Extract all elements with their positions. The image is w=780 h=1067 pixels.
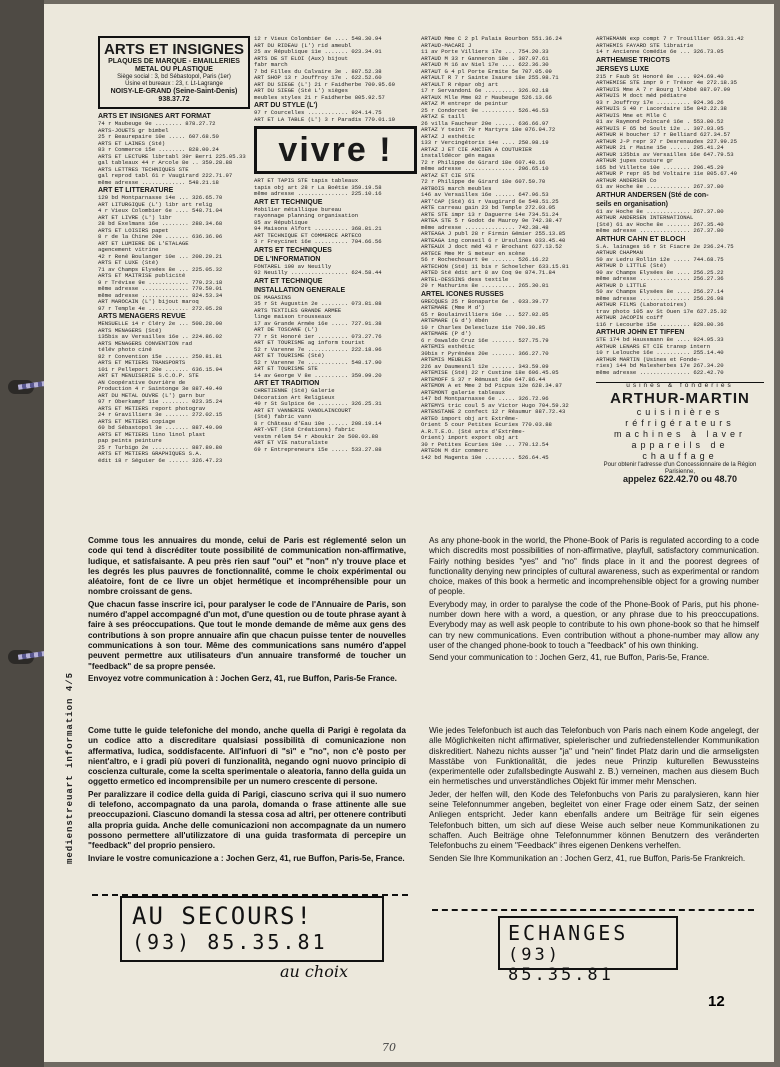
listing-entry: 215 r Faub St Honoré 8e .... 924.69.40: [596, 73, 724, 80]
listing-entry: (Sté) fabric vann: [254, 414, 312, 420]
listing-entry: ARTAZ J ET CIE ANCIEN A COUTURIER: [421, 146, 532, 153]
listing-entry: ARTAZ J esthétic: [421, 133, 475, 140]
listing-entry: Mobilier métallique bureau: [254, 206, 342, 213]
paragraph: Jeder, der helfen will, den Kode des Telefonbuchs von Paris zu paralysieren, kann hier seine Telefonnummer angeben, begleitet von einer Frage oder einem Satz, der seinen Anliegen entspricht. Jeder kann ebenfalls andere um Beiträge für sein eigenes Telefonbuch bitten, um sich auf diese Weise auch selber neue Kommunikationen zu schaffen. Auch Beiträge ohne Telefonnummer können Benutzern des veränderten Telefonbuchs zu einem "Feedback" ihres eigenen Denkens verhelfen.: [429, 789, 759, 851]
listing-entry: ARTHUR FILMS (Laboratoires): [596, 302, 687, 308]
listing-entry: meubles styles 21 r Faidherbe 805.92.57: [254, 94, 385, 101]
listing-entry: 26 villa Faucheur 20e ...... 636.66.97: [421, 120, 549, 127]
stamp-au-secours: [120, 896, 384, 962]
listing-entry: ARTHUR ANDERSEN INTERNATIONAL: [596, 215, 694, 221]
listing-entry: 30bis r Pyrénées 20e ....... 366.27.70: [421, 350, 549, 357]
listing-entry: ARTEMIS MEUBLES: [421, 357, 472, 363]
listing-entry: GRECQUES 25 r Bonaparte 6e . 033.39.77: [421, 298, 549, 305]
paragraph: Wie jedes Telefonbuch ist auch das Telefonbuch von Paris nach einem Kode angelegt, der alle Möglichkeiten nicht affirmativer, spielerischer und zufriedenstellender Kommunikation diskreditiert. Nahezu nichts ausser "ja" und "nein" findet Platz darin und die armseligsten Masstäbe von Funktionalität, die jedes neue Prinzip kulturellen Bewussteins (experimentelle oder zufallsbedingte Auswahl z. B.) verneinen, machen aus diesem Buch ein hermetisches und unverständliches Objekt für immer mehr Menschen.: [429, 726, 759, 787]
paragraph: Send your communication to : Jochen Gerz, 41, rue Buffon, Paris-5e, France.: [429, 653, 710, 663]
listing-entry: ART ET LUMIERE DE L'ETALAGE: [98, 240, 189, 247]
listing-entry: même adresse ............... 256.26.98: [596, 295, 724, 302]
ad-subtitle: PLAQUES DE MARQUE - EMAILLERIES: [108, 58, 240, 65]
paragraph: Envoyez votre communication à : Jochen Gerz, 41, rue Buffon, Paris-5e France.: [88, 673, 397, 683]
listing-entry: ARTHUR JACOPIN coiff: [596, 315, 664, 321]
listing-entry: trav photo 105 av St Ouen 17e 627.25.32: [596, 308, 727, 315]
listing-entry: ARTHUR MARTIN (Usines et Fonde-: [596, 356, 701, 363]
listing-heading: ART ET TECHNIQUE: [254, 277, 323, 285]
listing-entry: 72 r Philippe de Girard 18e 607.59.70: [421, 179, 546, 185]
listing-entry: ARTS ET METIERS TRANSPORTS: [98, 360, 186, 366]
listing-entry: 11 av Porte Villiers 17e ... 754.20.33: [421, 49, 549, 55]
listing-entry: ARTEMIS esthétic: [421, 344, 475, 350]
listing-entry: ARTHUR ANDERSEN Co: [596, 177, 657, 184]
listing-entry: ART DU RIDEAU (L') rid ameubl: [254, 42, 352, 49]
listing-entry: 10 r Lelouche 16e .......... 255.14.40: [596, 350, 724, 356]
listing-entry: ART-VET (Sté Créations) fabric: [254, 427, 355, 433]
listing-entry: ARTHUIS Mme A 7 r Bourg l'Abbé 887.07.99: [596, 86, 731, 93]
listing-entry: ARTHUIS S 40 r Lacordaire 15e 842.22.38: [596, 106, 727, 112]
listing-entry: même adresse ............... 622.42.70: [596, 369, 724, 376]
binding-strip: [0, 0, 44, 1067]
listing-entry: gal reprod tabl 61 r Vaugirard 222.71.97: [98, 173, 233, 179]
listing-entry: ARTEMYS tric coul 5 av Victor Hugo 704.59.32: [421, 402, 569, 409]
listing-entry: ARTS ET LUXE (Sté): [98, 260, 159, 266]
listing-heading: INSTALLATION GENERALE: [254, 286, 346, 294]
listing-entry: 77 r St Honoré 1er ......... 073.27.76: [254, 333, 382, 340]
paragraph: Everybody may, in order to paralyse the code of the Phone-Book of Paris, put his phone-number down here with a word, a question, or any phrase due to his preoccupations. Everybody may as well ask people to contribute to his own phone-book so that he himself can try new communications. Even contribution without a phone-number may allow any user of the changed phone-book to touch a "feedback" of his own thinking.: [429, 599, 759, 650]
text-block-french: [88, 536, 406, 686]
listing-entry: ARTS MENAGERS CONVENTION rad: [98, 340, 192, 347]
listing-entry: 81 av Raymond Poincaré 16e . 553.80.52: [596, 119, 724, 125]
listing-entry: 52 r Varenne 7e ............ 222.18.96: [254, 346, 382, 353]
listing-entry: 14 av George V 8e .......... 359.99.20: [254, 372, 382, 379]
ad-phone: 938.37.72: [158, 96, 190, 103]
listing-entry: ARTEAGA J publ 28 r Firmin Gémier 255.13.85: [421, 231, 566, 237]
listing-entry: 25 r Turbigo 2e ........... 887.89.80: [98, 444, 223, 451]
listing-entry: 74 r Maubeuge 9e ........ 878.27.72: [98, 121, 216, 127]
handwritten-note: au choix: [280, 962, 348, 981]
side-caption: medienstreuart information 4/5: [65, 671, 75, 864]
listing-entry: 25 r Condorcet 9e .......... 526.46.53: [421, 107, 549, 114]
listing-entry: 28 bd Exelmans 16e ........ 288.34.68: [98, 221, 223, 227]
listing-entry: STE 174 bd Haussmann 8e .... 924.95.33: [596, 337, 724, 343]
text-block-italian: [88, 726, 406, 866]
listing-entry: agencement vitrine: [98, 247, 159, 253]
listing-entry: ARTS MENAGERS (Sté): [98, 327, 162, 334]
listing-entry: 135bis av Versailles 16e .. 224.86.02: [98, 334, 223, 340]
stamp-phone: (93) 85.35.81: [132, 930, 328, 954]
listing-entry: 35 r St Augustin 2e ........ 073.81.88: [254, 301, 382, 307]
listing-entry: ARTECE Mme Mr S meteur en scène: [421, 250, 526, 257]
listing-heading: ARTS ET TECHNIQUES: [254, 246, 332, 254]
listing-entry: 165 bd Villette 10e ........ 206.45.29: [596, 164, 724, 171]
listing-entry: 50 av Champs Elysées 8e .... 256.27.14: [596, 289, 724, 295]
ad-address: NOISY-LE-GRAND (Seine-Saint-Denis): [110, 88, 238, 95]
listing-entry: ARTHUR jupes couture gr: [596, 158, 674, 164]
listing-entry: 101 r Pelleport 20e ....... 636.15.94: [98, 366, 223, 373]
dashed-line: [432, 909, 754, 911]
listing-entry: ARTAULT R 7 r Sainte Isaure 18e 255.98.71: [421, 75, 559, 81]
listing-entry: 85 av République: [254, 219, 308, 226]
ad-line: machines à laver: [613, 428, 747, 439]
listing-heading: ART ET TRADITION: [254, 380, 320, 387]
listing-entry: installdécor gén magas: [421, 153, 495, 159]
listing-entry: 60 bd Sébastopol 3e ....... 887.49.09: [98, 425, 223, 431]
listing-entries: [254, 36, 417, 453]
listing-heading: ART ET TECHNIQUE: [254, 198, 323, 206]
listing-entry: ARTS ET METIERS report photograv: [98, 405, 206, 412]
listing-entry: ARTEMARE (P d'): [421, 331, 472, 337]
listing-entry: Production 4 r Saintonge 3e 887.49.49: [98, 386, 223, 392]
listing-entry: 3 r Freycinet 16e .......... 704.66.56: [254, 239, 382, 245]
listing-entry: Orient 5 cour Petites Ecuries 770.03.88: [421, 422, 552, 428]
listing-entry: ARTAUD-MACARI J: [421, 42, 472, 49]
listing-entry: ART DU SIEGE (Sté L') sièges: [254, 88, 348, 94]
listing-entry: ART'CAP (Sté) 61 r Vaugirard 6e 548.51.25: [421, 198, 559, 205]
listing-entry: ARTENSTANE 2 confect 12 r Réaumur 887.72.43: [421, 409, 566, 415]
page-number: 12: [708, 993, 725, 1010]
listing-heading: ARTEL ICONES RUSSES: [421, 290, 504, 298]
listing-column-2: [254, 36, 417, 534]
listing-entry: ARTS ET METIERS copiage: [98, 418, 176, 425]
listing-heading: ARTHUR ANDERSEN (Sté de con-: [596, 191, 709, 199]
listing-entry: rayonnage planning organisation: [254, 213, 359, 219]
listing-entry: 4 r Vieux Colombier 6e .... 548.71.04: [98, 208, 223, 214]
listing-entry: édit 18 r Séguier 6e ...... 326.47.23: [98, 457, 223, 464]
listing-entry: ART ET VANNERIE VANOLAINCOURT: [254, 407, 352, 414]
listing-entry: ARTS ET LECTURE librtabl 39r Berri 225.05.33: [98, 153, 246, 160]
listing-entry: ARTEAGA ing conseil 6 r Ursulines 033.45.40: [421, 237, 566, 244]
listing-entry: 83 r Commerce 15e ........ 828.00.24: [98, 147, 219, 153]
listing-entry: 82 r Convention 15e ....... 250.81.81: [98, 353, 223, 360]
listing-entry: ART LITURGIQUE (L') libr art relig: [98, 201, 213, 208]
listing-heading: ART ET LITTERATURE: [98, 187, 174, 194]
listing-entry: ARTAZ M entrepr de peintur: [421, 101, 509, 107]
listing-entry: 40 r St Sulpice 6e ......... 326.25.31: [254, 401, 382, 407]
listing-column-3: [421, 36, 592, 534]
listing-entry: ARTBOIS march meubles: [421, 185, 492, 192]
listing-entries: [421, 36, 592, 461]
listing-entry: ARTHUIS Mme et Mlle C: [596, 112, 667, 119]
listing-entry: ARTEMARE (G d') ébén: [421, 318, 489, 324]
listing-heading: DE L'INFORMATION: [254, 255, 321, 263]
listing-entry: 25 r Beaurepaire 10e ..... 607.68.50: [98, 134, 219, 140]
listing-entry: 8 r de la Chine 20e ....... 636.36.96: [98, 234, 223, 240]
listing-entry: ARTEO import obj art Extrême-: [421, 415, 519, 422]
listing-entry: ART ET TOURISME ag inform tourist: [254, 340, 365, 346]
listing-entry: ARTAUD Mme C 2 pl Palais Bourbon 551.36.24: [421, 36, 562, 42]
listing-entry: 61 av Hoche 8e ............. 267.37.80: [596, 208, 724, 215]
listing-column-4: [596, 36, 764, 534]
listing-entry: 92 Neuilly ................. 624.58.44: [254, 270, 382, 276]
listing-entry: ARTAUT G 4 pl Porte Ermite 5e 707.05.09: [421, 68, 552, 75]
listing-entry: ARTS ET LOISIRS papet: [98, 227, 169, 234]
listing-heading: ARTHUR CAHN ET BLOCH: [596, 235, 686, 243]
listing-heading: ARTS MENAGERS REVUE: [98, 313, 186, 320]
listing-column-1: [98, 36, 250, 534]
listing-entry: 147 bd Montparnasse 6e ..... 326.72.96: [421, 396, 549, 402]
listing-entries: [98, 113, 250, 464]
listing-heading: ARTHEMISE TRICOTS: [596, 56, 670, 64]
paragraph: Que chacun fasse inscrire ici, pour paralyser le code de l'Annuaire de Paris, son numéro d'appel accompagné d'un mot, d'une question ou de toute phrase ayant à faire à ses préoccupations. Que tout le monde demande de même aux gens des contributions à son propre annuaire afin que chacun puisse tenter de nouvelles communications à son tour. Même des communications sans numéro d'appel peuvent permettre aux utilisateurs d'un annuaire transformé de toucher un "feedback" de sa propre pensée.: [88, 599, 406, 671]
listing-entry: ARTHUR CHAPMAN: [596, 250, 643, 256]
listing-entry: ART SHOP 13 r Jouffroy 17e . 622.52.60: [254, 75, 382, 81]
listing-entry: ARTS DE ST ELOI (Aux) bijout: [254, 55, 348, 62]
listing-entry: 50 av Ledru Rollin 12e ..... 744.68.75: [596, 256, 724, 263]
listing-entry: 226 av Daumesnil 12e ....... 343.59.09: [421, 363, 549, 370]
listing-entry: vestm rélem 54 r Aboukir 2e 508.03.88: [254, 433, 379, 440]
paragraph: As any phone-book in the world, the Phone-Book of Paris is regulated according to a code which discredits most possibilities of non-affirmative, playfull, satisfactory communication. Fairly nothing besides "yes" and "no" finds place in it and the poorest degrees of functionality denying new principles of cultural awareness, such as experimental or random choice, makes of this book a hermetic and incomprehensible object for a growing number of people.: [429, 536, 759, 597]
ad-line: usines & fonderies: [626, 382, 734, 389]
listing-entry: ARTHUR J-P repr 37 r Desrenaudes 227.99.25: [596, 138, 737, 145]
listing-entry: 9 r Trévise 9e ............ 770.23.18: [98, 279, 223, 286]
listing-entry: même adresse .............. 770.50.01: [98, 286, 223, 292]
listing-entry: 30 r Petites Ecuries 10e ... 770.12.54: [421, 441, 549, 448]
listing-entry: ARTECHON (Sté) 11 bis r Schoelcher 633.15.81: [421, 263, 569, 270]
listing-entry: ART DU SIEGE (L') 21 r Faidherbe 700.95.60: [254, 81, 395, 88]
listing-entries: [596, 36, 764, 376]
listing-entry: ART ET TOURISME STE: [254, 366, 318, 372]
listing-entry: ARTHEMANN exp compt 7 r Trouillier 053.31.42: [596, 36, 744, 42]
ad-line: Pour obtenir l'adresse d'un Concessionnaire de la Région Parisienne,: [603, 461, 757, 475]
listing-entry: ARTHUR H boucher 17 r Belliard 627.34.57: [596, 132, 731, 138]
listing-entry: 97 r Oberkampf 11e ........ 023.35.24: [98, 399, 223, 405]
listing-heading: ARTHUR JOHN ET TIFFEN: [596, 329, 685, 336]
listing-entry: Décoration Art Religieux: [254, 394, 335, 401]
listing-entry: même adresse .............. 824.53.34: [98, 292, 223, 299]
listing-entry: ARTAUD M 33 r Ganneron 18e . 387.97.61: [421, 55, 549, 62]
listing-entry: ARTS-JOUETS gr bimbel: [98, 127, 169, 134]
listing-entry: 24 r Gravilliers 3e ....... 272.02.15: [98, 412, 223, 418]
listing-entry: ARTEL-DESSINS dess textile: [421, 276, 509, 283]
text-block-english: [429, 536, 759, 666]
listing-entry: ART ET TOURISME (Sté): [254, 353, 325, 359]
listing-entry: S.A. lainages 16 r St Fiacre 2e 236.24.75: [596, 243, 734, 250]
listing-entry: ARTAZ ET CIE STE: [421, 172, 475, 179]
listing-entry: 17 r Servandoni 6e ......... 326.92.18: [421, 88, 549, 94]
listing-heading: seils en organisation): [596, 200, 668, 208]
listing-entry: 12 r Vieux Colombier 6e .... 548.30.94: [254, 36, 382, 42]
listing-entry: ART ET TAPIS STE tapis tableaux: [254, 178, 359, 184]
listing-entry: ARTEMARE (Mme M d'): [421, 305, 485, 311]
listing-entry: ART ET LIVRE (L') libr: [98, 214, 172, 221]
listing-entry: ARTAULT R répar obj art: [421, 81, 499, 88]
listing-entry: ARTEAUX J doct méd 43 r Brochant 627.13.52: [421, 244, 562, 250]
listing-entry: même adresse ............... 206.65.10: [421, 166, 549, 172]
ad-address: Usine et bureaux : 23, r. Lt-Lagrange: [125, 81, 223, 87]
listing-entry: ARTS ET LAINES (Sté): [98, 140, 166, 147]
ad-arthur-martin: [596, 382, 764, 482]
listing-entry: 56 r Rochechouart 9e ....... 526.16.22: [421, 257, 549, 263]
listing-entry: 93 r Jouffroy 17e .......... 924.36.26: [596, 99, 724, 106]
listing-entry: AN Coopérative Ouvrière de: [98, 379, 186, 386]
text-block-german: [429, 726, 759, 866]
paragraph: Per paralizzare il codice della guida di Parigi, ciascuno scriva qui il suo numero di telefono, accompagnato da una parola, domanda o frase attinente alle sue preoccupazioni. Ciascuno domandi la stessa cosa ad altri, per ottenere contributi alla propria guida. Anche delle comunicazioni non accompagnate da un numero possono permettere all'utilizzatore di una guida trasformata di percepire un "feedback" del proprio pensiero.: [88, 789, 406, 851]
listing-entry: 120 bd Montparnasse 14e ... 326.65.70: [98, 195, 223, 201]
listing-entry: ARTEMOFF S 37 r Rémusat 16e 647.86.44: [421, 376, 546, 383]
directory-page: [44, 4, 774, 1062]
listing-entry: ART TECHNIQUE ET COMMERCE ARTECO: [254, 232, 362, 239]
listing-entry: ART ET MENUISERIE S.C.O.P. STE: [98, 373, 199, 379]
listing-heading: ARTS ET INSIGNES ART FORMAT: [98, 113, 211, 120]
listing-entry: Orient) import export obj art: [421, 435, 519, 441]
listing-entry: ARTS ET MAITRISE publicité: [98, 273, 186, 279]
listing-entry: FONTAREL 100 av Neuilly: [254, 263, 332, 270]
ad-line: réfrigérateurs: [625, 417, 735, 428]
listing-entry: 42 r René Boulanger 10e ... 208.20.21: [98, 253, 223, 260]
listing-entry: 25 av République 11e ....... 023.34.91: [254, 49, 382, 55]
listing-entry: 142 bd Magenta 10e ......... 526.64.45: [421, 454, 549, 461]
listing-entry: ARTS ET METIERS GRAPHIQUES S.A.: [98, 451, 203, 457]
listing-entry: ARTHUR 135bis av Versailles 16e 647.79.53: [596, 151, 734, 158]
listing-entry: 71 av Champs Elysées 8e ... 225.05.32: [98, 266, 223, 273]
listing-entry: ARTHEMISE STE impr 9 r Trésor 4e 272.18.35: [596, 80, 737, 86]
stamp-echanges: [498, 916, 678, 985]
listing-entry: 94 Maisons Alfort .......... 368.81.21: [254, 226, 382, 232]
listing-entry: ART ET LA TABLE (L') 3 r Paradis 770.01.10: [254, 116, 395, 123]
listing-entry: 97 r Temple 4e ............ 272.05.28: [98, 305, 223, 312]
listing-entry: DE MAGASINS: [254, 294, 291, 301]
paragraph: Comme tous les annuaires du monde, celui de Paris est réglementé selon un code qui tend à discréditer toute possibilité de communication non-affirmative, ludique, et satisfaisante. A peu près rien sauf "oui" et "non" n'y trouve place et les degrés les plus pauvres de fonctionnalité, comme le choix expérimental ou aléatoire, font de ce livre un objet hermétique et incompréhensible pour un nombre croissant de gens.: [88, 536, 406, 597]
listing-entry: même adresse ............... 225.10.16: [254, 191, 382, 197]
listing-entry: ARTHEMIS FAYARD STE librairie: [596, 42, 694, 49]
listing-entry: ARTHUIS M doct méd pédiatre: [596, 93, 687, 99]
listing-entry: même adresse ............... 267.37.80: [596, 228, 724, 234]
listing-entry: ART DE TOSCANE (L'): [254, 327, 318, 333]
vivre-stamp: vivre !: [254, 126, 417, 174]
ad-address: Siège social : 3, bd Sébastopol, Paris (1er): [117, 74, 231, 80]
listing-entry: ARTEMISE (Sté) 22 r Custine 18e 606.45.05: [421, 370, 559, 376]
listing-entry: 14 r Ancienne Comédie 6e ... 326.73.05: [596, 49, 724, 55]
stamp-phone: (93) 85.35.81: [508, 945, 614, 985]
listing-entry: 7 bd Filles du Calvaire 3e . 887.52.38: [254, 68, 382, 75]
listing-entry: ARTHUR D LITTLE: [596, 282, 647, 289]
paragraph: Inviare le vostre comunicazione a : Jochen Gerz, 41, rue Buffon, Paris-5e, France.: [88, 853, 405, 863]
listing-entry: 8 r Château d'Eau 10e ...... 208.19.14: [254, 420, 382, 427]
listing-entry: ARTAZ E taill: [421, 114, 465, 120]
listing-entry: 29 r Mathurins 8e .......... 265.30.81: [421, 283, 549, 289]
stamp-text: AU SECOURS!: [132, 902, 313, 930]
listing-entry: ARTEMONT galerie tableaux: [421, 389, 505, 396]
ad-arts-insignes: [98, 36, 250, 109]
listing-entry: ARTHUR D LITTLE (Sté): [596, 263, 667, 269]
ad-line: cuisinières: [636, 406, 724, 417]
listing-entry: même adresse ............... 742.38.48: [421, 224, 549, 231]
listing-entry: 133 r Vercingétorix 14e .... 250.98.19: [421, 140, 549, 146]
listing-entry: 116 r Lecourbe 15e ......... 828.80.36: [596, 321, 724, 328]
listing-entry: 6 r Oswaldo Cruz 16e ....... 527.75.79: [421, 337, 549, 344]
paragraph: Senden Sie Ihre Kommunikation an : Jochen Gerz, 41, rue Buffon, Paris-5e Frankreich.: [429, 853, 746, 863]
listing-entry: gal tableaux 44 r Arcole 8e .. 359.28.88: [98, 160, 233, 166]
ad-title: ARTS ET INSIGNES: [103, 41, 245, 58]
listing-entry: 17 av Grande Armée 16e ..... 727.91.38: [254, 320, 382, 327]
listing-entry: ARTED Sté édit art 8 av Coq 9e 874.71.84: [421, 270, 556, 276]
footer-mark: 70: [382, 1041, 396, 1054]
listing-entry: ART MAROCAIN (L') bijout maroq: [98, 299, 199, 305]
ad-subtitle: METAL OU PLASTIQUE: [135, 66, 213, 73]
listing-entry: A.R.T.E.O. (Sté arts d'Extrême-: [421, 428, 526, 435]
listing-entry: CHRETIENNE (Sté) Galerie: [254, 388, 335, 394]
listing-entry: 61 av Hoche 8e ............. 267.37.80: [596, 184, 724, 190]
listing-entry: pap peints peinture: [98, 438, 162, 444]
listing-entry: ARTE STE impr 13 r Daguerre 14e 734.51.24: [421, 211, 559, 218]
listing-entry: ARTHUIS F 65 bd Soult 12e .. 307.03.95: [596, 125, 724, 132]
listing-entry: ARTE carreau gain 23 bd Temple 272.03.05: [421, 205, 556, 211]
ad-line: appareils de chauffage: [631, 439, 729, 461]
listing-entry: ARTAUD M 16 av Niel 17e .... 622.36.30: [421, 62, 549, 68]
listing-heading: ART DU STYLE (L'): [254, 102, 318, 109]
listing-entry: ARTHUR LENARS ET CIE transp intern: [596, 343, 711, 350]
listing-entry: ARTAUX Mlle Mme 82 r Maubeuge 526.13.66: [421, 94, 552, 101]
ad-phone: appelez 622.42.70 ou 48.70: [622, 473, 738, 484]
listing-entry: ARTEA STE 5 r Godot de Mauroy 9e 742.38.47: [421, 218, 562, 224]
listing-entry: ARTHUR P repr 85 bd Voltaire 11e 805.67.49: [596, 171, 737, 177]
listing-entry: 90 av Champs Elysées 8e .... 256.25.22: [596, 269, 724, 276]
listing-entry: MENSUELLE 14 r Cléry 2e ... 508.28.00: [98, 321, 223, 327]
ad-brand: ARTHUR-MARTIN: [610, 389, 750, 407]
listing-entry: 69 r Entrepreneurs 15e ..... 533.27.88: [254, 446, 382, 453]
listing-entry: ARTEMON A et Mme 2 bd Picpus 12e 628.34.87: [421, 383, 562, 389]
listing-entry: 146 av Versailles 16e ...... 647.96.53: [421, 192, 549, 198]
listing-entry: ARTAZ Y teint 79 r Martyrs 18e 076.94.72: [421, 127, 556, 133]
listing-entry: ARTHUR 21 r Maine 15e ...... 205.41.24: [596, 145, 724, 151]
paragraph: Come tutte le guide telefoniche del mondo, anche quella di Parigi è regolata da un codice atto a discreditare qualsiasi possibilità di comunicazione non affermativa, ludica, soddisfacente. All'infuori di "sì" e "no", non c'è posto per nient'altro, e i gradi più poveri di funzionalità, negando ogni nuovo principio di coscienza culturale, come la scelta sperimentale o aleatoria, fanno della guida un oggetto ermetico ed incomprensibile per un numero crescente di persone.: [88, 726, 406, 787]
listing-entry: tapis obj art 28 r La Boétie 359.19.58: [254, 184, 382, 191]
listing-entry: ries) 144 bd Malesherbes 17e 267.34.20: [596, 363, 724, 369]
listing-entry: télév photo ciné: [98, 347, 152, 353]
listing-entry: fabr march: [254, 62, 288, 68]
listing-entry: 65 r Boulainvilliers 16e ... 527.02.85: [421, 311, 549, 318]
listing-entry: ARTS ET METIERS lino linol plast: [98, 431, 206, 438]
listing-entry: ART ET VIE naturaliste: [254, 440, 328, 446]
listing-entry: ARTEON M dir commerc: [421, 448, 489, 454]
listing-entry: même adresse ............. 548.21.18: [98, 179, 219, 186]
listing-entry: 10 r Charles Delescluze 11e 700.30.85: [421, 324, 546, 331]
listing-entry: ART DU METAL OUVRE (L') garn bur: [98, 392, 206, 399]
listing-heading: JERSEYS LUXE: [596, 65, 649, 73]
listing-entry: (Sté) 61 av Hoche 8e ....... 267.35.40: [596, 221, 724, 228]
listing-entry: 72 r Philippe de Girard 18e 607.48.16: [421, 159, 546, 166]
listing-entry: ARTS TEXTILES GRANDE ARMEE: [254, 307, 342, 314]
listing-entry: même adresse ............... 256.27.36: [596, 276, 724, 282]
listing-entry: linge maison trousseaux: [254, 314, 332, 320]
listing-entry: ARTS LETTRES TECHNIQUES STE: [98, 166, 189, 173]
listing-entry: 97 r Courcelles ............ 924.14.75: [254, 110, 382, 116]
listing-entry: 52 r Varenne 7e ............ 548.17.90: [254, 359, 382, 366]
stamp-text: ECHANGES: [508, 921, 629, 945]
